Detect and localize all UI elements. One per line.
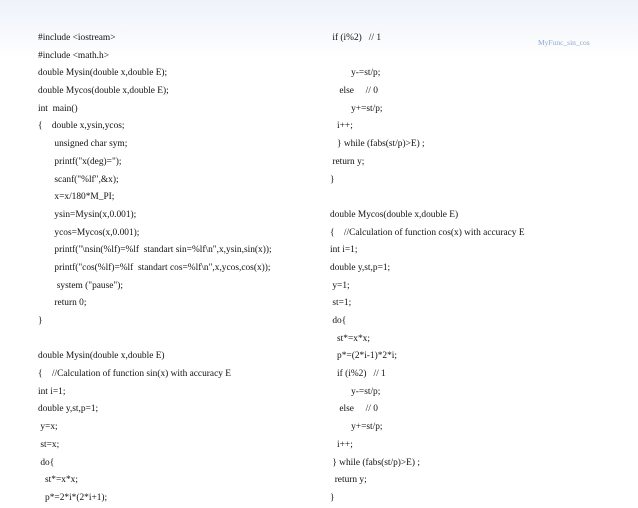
code-line: p*=(2*i-1)*2*i; xyxy=(330,351,397,362)
code-line: st=1; xyxy=(330,298,352,309)
code-line: double y,st,p=1; xyxy=(38,404,99,415)
code-line xyxy=(330,48,525,66)
code-line: double Mysin(double x,double E); xyxy=(38,68,168,79)
code-line: y+=st/p; xyxy=(330,103,383,114)
code-line: y=1; xyxy=(330,280,350,291)
code-line xyxy=(330,189,525,207)
code-line: y+=st/p; xyxy=(330,422,383,433)
code-line: unsigned char sym; xyxy=(38,139,128,150)
code-line: double Mysin(double x,double E) xyxy=(38,351,165,362)
code-line: } xyxy=(38,316,43,326)
code-line: int i=1; xyxy=(38,386,66,397)
code-line: st*=x*x; xyxy=(38,475,78,486)
code-line: else // 0 xyxy=(330,86,378,97)
code-line: i++; xyxy=(330,121,353,132)
code-line: st=x; xyxy=(38,439,60,450)
code-line: i++; xyxy=(330,439,353,450)
code-line: #include <iostream> xyxy=(38,33,116,43)
code-line: printf("x(deg)="); xyxy=(38,156,122,167)
code-line: system ("pause"); xyxy=(38,280,123,291)
code-line: { //Calculation of function cos(x) with accuracy E xyxy=(330,227,525,238)
code-line: printf("\nsin(%lf)=%lf standart sin=%lf\n",x,ysin,sin(x)); xyxy=(38,245,272,256)
code-line: if (i%2) // 1 xyxy=(330,33,382,43)
code-line: if (i%2) // 1 xyxy=(330,369,386,380)
code-line: return y; xyxy=(330,475,367,486)
code-line: else // 0 xyxy=(330,404,378,415)
code-line: double Mycos(double x,double E) xyxy=(330,209,459,220)
code-line: double Mycos(double x,double E); xyxy=(38,86,169,97)
code-line: } xyxy=(330,492,335,503)
code-line: y=x; xyxy=(38,422,58,433)
code-line: { //Calculation of function sin(x) with accuracy E xyxy=(38,369,231,380)
code-column-left xyxy=(38,30,272,508)
code-column-right xyxy=(330,30,525,508)
code-line: int main() xyxy=(38,103,78,114)
code-line: } xyxy=(330,174,335,185)
code-line: y-=st/p; xyxy=(330,68,381,79)
code-line: ycos=Mycos(x,0.001); xyxy=(38,227,140,238)
code-line xyxy=(38,331,272,349)
code-line: #include <math.h> xyxy=(38,50,109,61)
code-line: scanf("%lf",&x); xyxy=(38,174,119,185)
code-line: do{ xyxy=(38,457,55,468)
code-line: do{ xyxy=(330,316,347,326)
code-line: x=x/180*M_PI; xyxy=(38,192,115,203)
code-line: printf("cos(%lf)=%lf standart cos=%lf\n",x,ycos,cos(x)); xyxy=(38,262,271,273)
code-line: return 0; xyxy=(38,298,87,309)
code-line: } while (fabs(st/p)>E) ; xyxy=(330,139,425,150)
code-line: st*=x*x; xyxy=(330,333,370,344)
code-line: int i=1; xyxy=(330,245,358,256)
code-line: double y,st,p=1; xyxy=(330,262,391,273)
code-line: y-=st/p; xyxy=(330,386,381,397)
code-line: } while (fabs(st/p)>E) ; xyxy=(330,457,420,468)
code-line: return y; xyxy=(330,156,365,167)
code-line: p*=2*i*(2*i+1); xyxy=(38,492,108,503)
code-line: { double x,ysin,ycos; xyxy=(38,121,125,132)
slide-watermark-title: MyFunc_sin_cos xyxy=(538,38,590,47)
code-line: ysin=Mysin(x,0.001); xyxy=(38,209,137,220)
